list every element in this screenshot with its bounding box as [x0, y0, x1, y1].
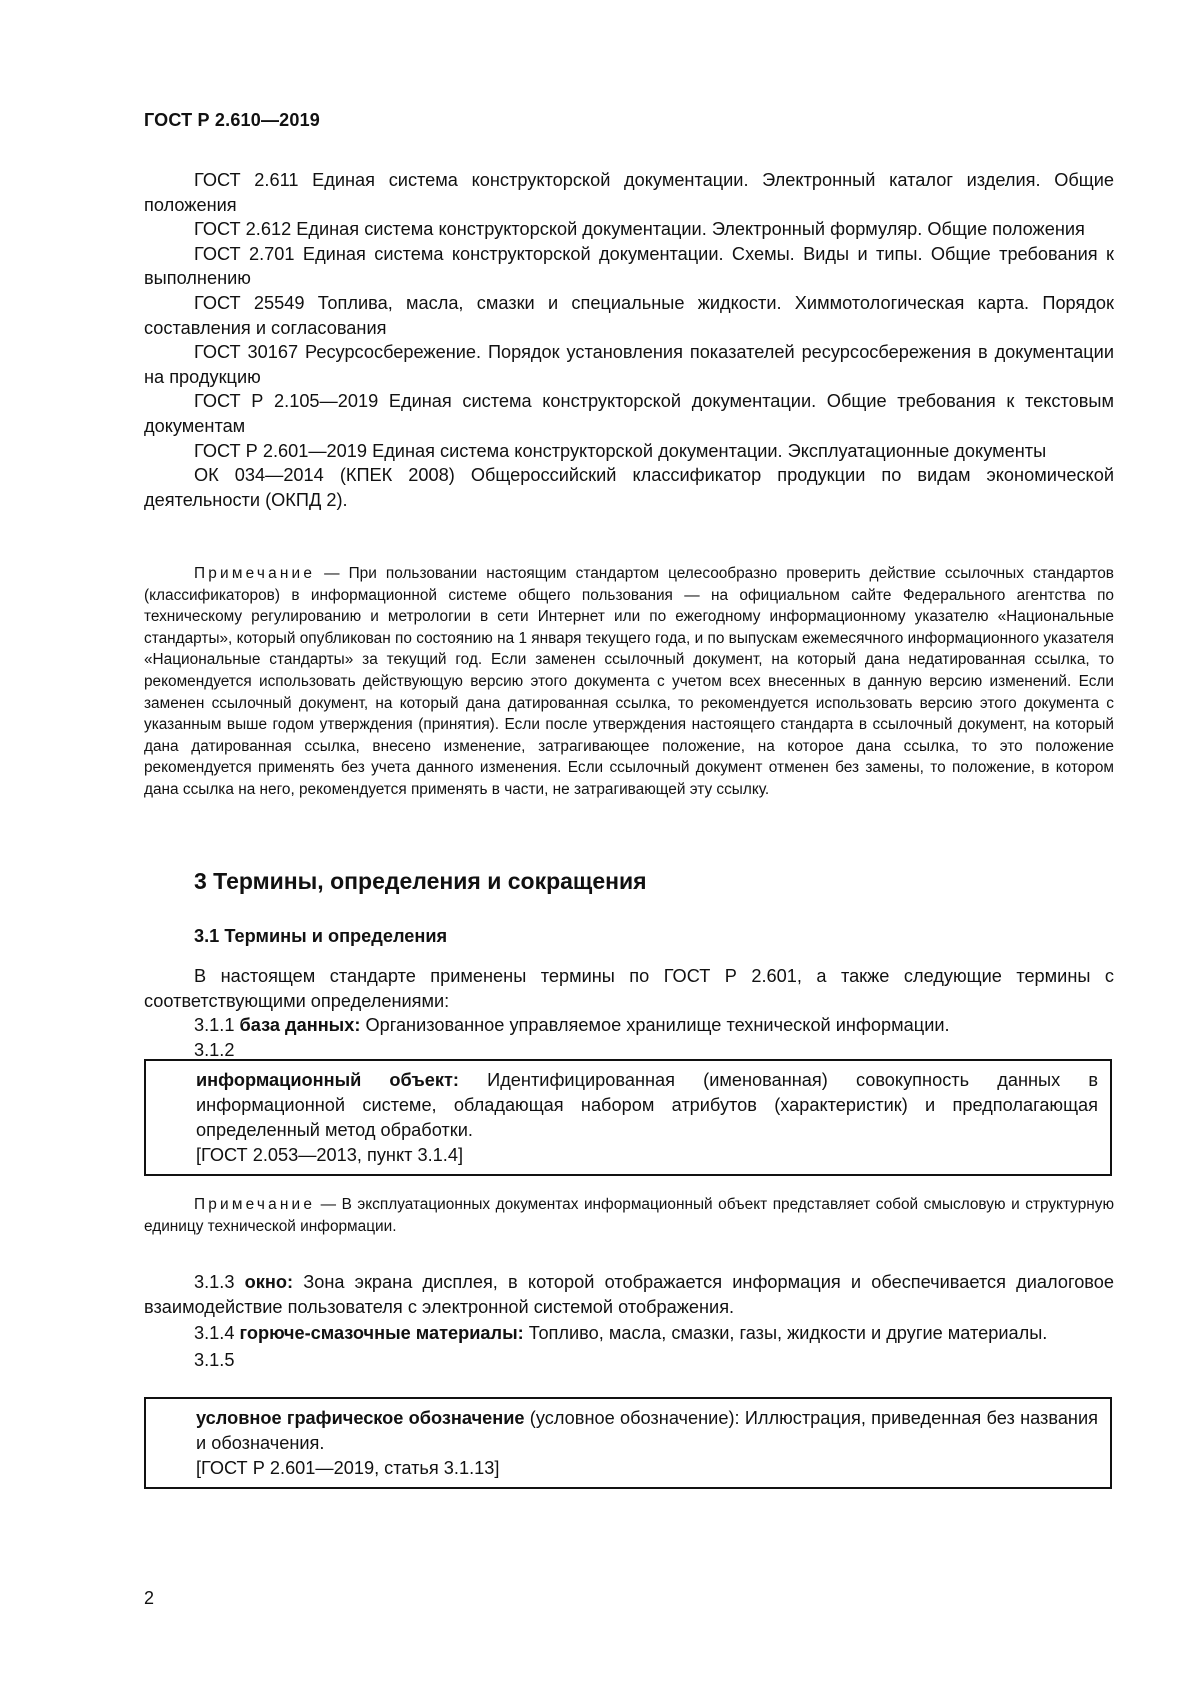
terms-intro-block — [144, 964, 1114, 1062]
normative-references-list — [144, 168, 1114, 512]
note-text: — В эксплуатационных документах информационный объект представляет собой смысловую и структурную единицу технической информации. — [144, 1196, 1114, 1235]
terms-block-2 — [144, 1270, 1114, 1372]
section-title: 3 Термины, определения и сокращения — [194, 868, 647, 894]
term-3-1-2-definition: информационный объект: Идентифицированная (именованная) совокупность данных в информационной системе, обладающая набором атрибутов (характеристик) и предполагающая определенный метод обработки. — [196, 1070, 1098, 1140]
term-3-1-5-number: 3.1.5 — [194, 1349, 235, 1370]
term-3-1-2-number: 3.1.2 — [194, 1039, 235, 1060]
references-note — [144, 563, 1114, 801]
reference-item: ГОСТ 2.701 Единая система конструкторской документации. Схемы. Виды и типы. Общие требования к выполнению — [144, 243, 1114, 289]
term-3-1-2-source: [ГОСТ 2.053—2013, пункт 3.1.4] — [196, 1145, 464, 1165]
term-note — [144, 1194, 1114, 1237]
reference-item: ГОСТ 2.612 Единая система конструкторской документации. Электронный формуляр. Общие положения — [194, 219, 1085, 240]
reference-item: ГОСТ 30167 Ресурсосбережение. Порядок установления показателей ресурсосбережения в документации на продукцию — [144, 342, 1114, 387]
reference-item: ГОСТ Р 2.601—2019 Единая система конструкторской документации. Эксплуатационные документы — [194, 440, 1047, 461]
term-3-1-2-box — [144, 1059, 1112, 1176]
note-label: Примечание — [194, 1196, 316, 1213]
note-text: — При пользовании настоящим стандартом целесообразно проверить действие ссылочных стандартов (классификаторов) в информационной системе общего пользования — на официальном сайте Федерального агентства по техническому регулированию и метрологии в сети Интернет или по ежегодному информационному указателю «Национальные стандарты», который опубликован по состоянию на 1 января текущего года, и по выпускам ежемесячного информационного указателя «Национальные стандарты» за текущий год. Если заменен ссылочный документ, на который дана недатированная ссылка, то рекомендуется использовать действующую версию этого документа с учетом всех внесенных в данную версию изменений. Если заменен ссылочный документ, на который дана датированная ссылка, то рекомендуется использовать версию этого документа с указанным выше годом утверждения (принятия). Если после утверждения настоящего стандарта в ссылочный документ, на который дана датированная ссылка, внесено изменение, затрагивающее положение, на которое дана ссылка, то это положение рекомендуется применять без учета данного изменения. Если ссылочный документ отменен без замены, то положение, в котором дана ссылка на него, рекомендуется применять в части, не затрагивающей эту ссылку. — [144, 565, 1114, 798]
term-3-1-5-definition: условное графическое обозначение (условное обозначение): Иллюстрация, приведенная без названия и обозначения. — [196, 1408, 1098, 1453]
term-3-1-5-box — [144, 1397, 1112, 1489]
reference-item: ОК 034—2014 (КПЕК 2008) Общероссийский классификатор продукции по видам экономической деятельности (ОКПД 2). — [144, 465, 1114, 510]
document-header: ГОСТ Р 2.610—2019 — [144, 110, 321, 130]
term-3-1-5-source: [ГОСТ Р 2.601—2019, статья 3.1.13] — [196, 1458, 500, 1478]
terms-intro: В настоящем стандарте применены термины по ГОСТ Р 2.601, а также следующие термины с соответствующими определениями: — [144, 966, 1114, 1011]
reference-item: ГОСТ 25549 Топлива, масла, смазки и специальные жидкости. Химмотологическая карта. Порядок составления и согласования — [144, 292, 1114, 338]
reference-item: ГОСТ 2.611 Единая система конструкторской документации. Электронный каталог изделия. Общие положения — [144, 170, 1114, 215]
term-3-1-3: 3.1.3 окно: Зона экрана дисплея, в которой отображается информация и обеспечивается диалоговое взаимодействие пользователя с электронной системой отображения. — [144, 1272, 1114, 1317]
term-3-1-1: 3.1.1 база данных: Организованное управляемое хранилище технической информации. — [194, 1015, 950, 1036]
reference-item: ГОСТ Р 2.105—2019 Единая система конструкторской документации. Общие требования к текстовым документам — [144, 391, 1114, 436]
note-label: Примечание — [194, 565, 316, 582]
subsection-title: 3.1 Термины и определения — [194, 926, 448, 946]
page-number: 2 — [144, 1588, 155, 1608]
term-3-1-4: 3.1.4 горюче-смазочные материалы: Топливо, масла, смазки, газы, жидкости и другие материалы. — [194, 1323, 1048, 1344]
